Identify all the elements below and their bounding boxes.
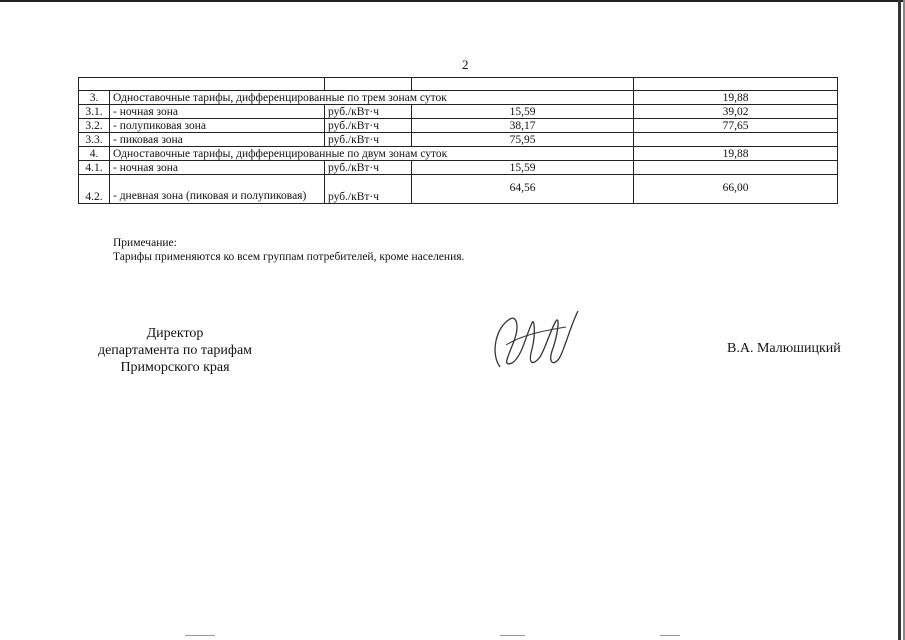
row-number: 3.1. [79,105,110,119]
row-number: 3.3. [79,133,110,147]
row-number: 3. [79,91,110,105]
table-section-row [79,91,838,105]
note-title: Примечание: [113,237,177,249]
handwritten-signature [486,305,586,375]
row-number: 4.1. [79,161,110,175]
section-title: Одноставочные тарифы, дифференцированные по двум зонам суток [110,147,634,161]
tariff-table [78,77,838,204]
table-top-spacer [79,78,838,91]
value-2: 19,88 [634,91,838,105]
value-2: 39,02 [634,105,838,119]
page-edge-right [898,0,901,640]
section-title: Одноставочные тарифы, дифференцированные по трем зонам суток [110,91,634,105]
zone-name: - ночная зона [110,161,325,175]
value-1: 15,59 [412,105,634,119]
signatory-title [80,325,270,376]
value-1: 64,56 [412,175,634,204]
zone-name: - дневная зона (пиковая и полупиковая) [110,175,325,204]
signatory-line-1: Директор [146,326,204,341]
value-1: 15,59 [412,161,634,175]
row-number: 4.2. [79,175,110,204]
note-text: Тарифы применяются ко всем группам потребителей, кроме населения. [113,251,465,263]
value-1: 38,17 [412,119,634,133]
signatory-name: В.А. Малюшицкий [727,341,841,356]
unit: руб./кВт·ч [325,161,412,175]
unit: руб./кВт·ч [325,119,412,133]
zone-name: - ночная зона [110,105,325,119]
table-row [79,133,838,147]
unit: руб./кВт·ч [325,105,412,119]
table-row [79,119,838,133]
table-row [79,105,838,119]
value-2: 66,00 [634,175,838,204]
row-number: 3.2. [79,119,110,133]
value-2 [634,133,838,147]
page-number: 2 [462,57,469,72]
signatory-line-2: департамента по тарифам [97,343,253,358]
footer-rule [660,635,680,636]
unit: руб./кВт·ч [325,133,412,147]
signatory-line-3: Приморского края [120,360,230,375]
zone-name: - пиковая зона [110,133,325,147]
table-row [79,161,838,175]
table-section-row [79,147,838,161]
value-2: 19,88 [634,147,838,161]
note-block [113,236,464,264]
value-1: 75,95 [412,133,634,147]
footer-rule [500,635,525,636]
value-2: 77,65 [634,119,838,133]
value-2 [634,161,838,175]
table-row [79,175,838,204]
page-edge-top [0,0,905,2]
zone-name: - полупиковая зона [110,119,325,133]
footer-rule [185,635,215,636]
row-number: 4. [79,147,110,161]
unit: руб./кВт·ч [325,175,412,204]
